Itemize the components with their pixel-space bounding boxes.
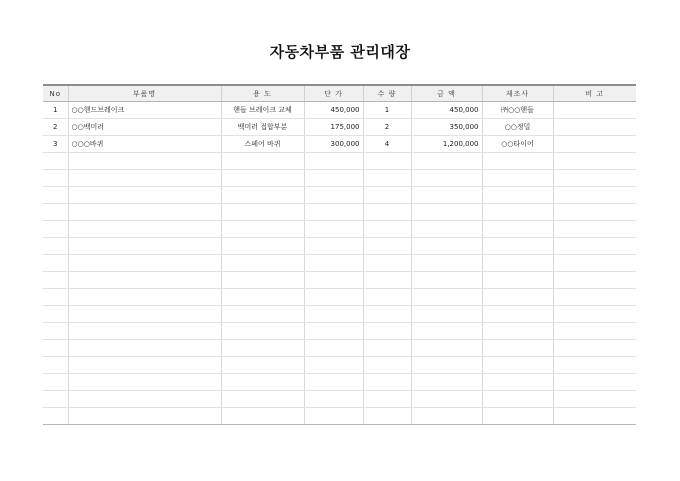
cell-amount [411, 238, 482, 255]
header-amount: 금 액 [411, 85, 482, 102]
cell-part-name: ○○백미러 [68, 119, 221, 136]
cell-unit-price [304, 221, 363, 238]
cell-amount [411, 323, 482, 340]
cell-usage [221, 289, 304, 306]
cell-quantity [363, 170, 411, 187]
cell-part-name [68, 221, 221, 238]
cell-amount [411, 408, 482, 425]
cell-part-name [68, 374, 221, 391]
cell-part-name [68, 306, 221, 323]
cell-part-name [68, 187, 221, 204]
table-row [43, 187, 636, 204]
cell-no [43, 408, 68, 425]
cell-part-name: ○○○바퀴 [68, 136, 221, 153]
cell-amount: 1,200,000 [411, 136, 482, 153]
cell-part-name [68, 357, 221, 374]
cell-amount: 350,000 [411, 119, 482, 136]
cell-usage [221, 272, 304, 289]
cell-manufacturer [482, 204, 553, 221]
cell-amount [411, 255, 482, 272]
cell-quantity: 4 [363, 136, 411, 153]
cell-amount [411, 289, 482, 306]
cell-manufacturer [482, 170, 553, 187]
cell-remarks [553, 323, 636, 340]
cell-part-name [68, 272, 221, 289]
cell-usage: 스페어 바퀴 [221, 136, 304, 153]
cell-no [43, 238, 68, 255]
table-row [43, 238, 636, 255]
cell-part-name [68, 408, 221, 425]
cell-no [43, 153, 68, 170]
cell-unit-price [304, 170, 363, 187]
table-row [43, 289, 636, 306]
cell-no: 2 [43, 119, 68, 136]
cell-quantity [363, 340, 411, 357]
cell-manufacturer [482, 187, 553, 204]
cell-quantity [363, 272, 411, 289]
cell-no [43, 306, 68, 323]
cell-remarks [553, 221, 636, 238]
cell-manufacturer [482, 357, 553, 374]
table-row [43, 357, 636, 374]
table-row [43, 136, 636, 153]
cell-no [43, 357, 68, 374]
cell-manufacturer [482, 272, 553, 289]
cell-usage [221, 187, 304, 204]
header-no: No [43, 85, 68, 102]
cell-remarks [553, 136, 636, 153]
cell-remarks [553, 102, 636, 119]
cell-usage [221, 153, 304, 170]
cell-no [43, 204, 68, 221]
cell-part-name [68, 204, 221, 221]
cell-remarks [553, 357, 636, 374]
cell-no [43, 170, 68, 187]
cell-usage: 핸들 브레이크 교체 [221, 102, 304, 119]
cell-part-name [68, 289, 221, 306]
table-row [43, 340, 636, 357]
cell-quantity [363, 221, 411, 238]
cell-remarks [553, 153, 636, 170]
cell-no [43, 391, 68, 408]
cell-no [43, 289, 68, 306]
cell-manufacturer: ㈜○○핸들 [482, 102, 553, 119]
cell-unit-price [304, 340, 363, 357]
cell-part-name [68, 238, 221, 255]
cell-manufacturer [482, 153, 553, 170]
table-header-row [43, 85, 636, 102]
cell-unit-price: 175,000 [304, 119, 363, 136]
cell-quantity: 1 [363, 102, 411, 119]
table-row [43, 272, 636, 289]
cell-remarks [553, 204, 636, 221]
cell-usage [221, 255, 304, 272]
cell-manufacturer [482, 408, 553, 425]
cell-amount [411, 340, 482, 357]
table-row [43, 153, 636, 170]
cell-amount [411, 357, 482, 374]
cell-remarks [553, 408, 636, 425]
cell-no [43, 374, 68, 391]
cell-part-name [68, 153, 221, 170]
cell-manufacturer [482, 323, 553, 340]
cell-amount [411, 374, 482, 391]
cell-remarks [553, 306, 636, 323]
cell-quantity [363, 357, 411, 374]
header-quantity: 수 량 [363, 85, 411, 102]
table-row [43, 408, 636, 425]
cell-unit-price [304, 187, 363, 204]
cell-usage [221, 391, 304, 408]
cell-unit-price [304, 306, 363, 323]
cell-part-name [68, 255, 221, 272]
cell-no [43, 221, 68, 238]
cell-manufacturer [482, 374, 553, 391]
cell-unit-price [304, 255, 363, 272]
cell-amount [411, 221, 482, 238]
cell-remarks [553, 340, 636, 357]
header-part-name: 부품명 [68, 85, 221, 102]
cell-usage [221, 340, 304, 357]
cell-quantity [363, 391, 411, 408]
cell-usage [221, 306, 304, 323]
header-remarks: 비 고 [553, 85, 636, 102]
cell-usage [221, 374, 304, 391]
cell-amount [411, 391, 482, 408]
cell-unit-price [304, 357, 363, 374]
header-manufacturer: 제조사 [482, 85, 553, 102]
cell-usage [221, 357, 304, 374]
header-usage: 용 도 [221, 85, 304, 102]
table-body [43, 102, 636, 425]
cell-manufacturer [482, 221, 553, 238]
table-row [43, 374, 636, 391]
cell-part-name [68, 323, 221, 340]
table-row [43, 306, 636, 323]
cell-unit-price [304, 374, 363, 391]
parts-ledger-table [43, 84, 636, 425]
cell-unit-price [304, 238, 363, 255]
cell-remarks [553, 238, 636, 255]
cell-quantity [363, 374, 411, 391]
cell-no [43, 340, 68, 357]
cell-unit-price: 300,000 [304, 136, 363, 153]
table-row [43, 204, 636, 221]
table-row [43, 255, 636, 272]
cell-part-name: ○○핸드브레이크 [68, 102, 221, 119]
cell-manufacturer [482, 306, 553, 323]
cell-remarks [553, 391, 636, 408]
cell-manufacturer: ○○타이어 [482, 136, 553, 153]
table-row [43, 221, 636, 238]
header-unit-price: 단 가 [304, 85, 363, 102]
cell-no: 1 [43, 102, 68, 119]
cell-remarks [553, 187, 636, 204]
cell-unit-price [304, 323, 363, 340]
cell-amount [411, 187, 482, 204]
cell-quantity [363, 289, 411, 306]
cell-no: 3 [43, 136, 68, 153]
cell-quantity [363, 153, 411, 170]
table-row [43, 119, 636, 136]
cell-part-name [68, 340, 221, 357]
cell-remarks [553, 272, 636, 289]
table-row [43, 391, 636, 408]
cell-usage [221, 221, 304, 238]
cell-no [43, 187, 68, 204]
cell-quantity: 2 [363, 119, 411, 136]
cell-part-name [68, 391, 221, 408]
cell-quantity [363, 408, 411, 425]
cell-remarks [553, 170, 636, 187]
cell-usage [221, 408, 304, 425]
cell-manufacturer [482, 238, 553, 255]
cell-quantity [363, 204, 411, 221]
cell-usage [221, 323, 304, 340]
cell-remarks [553, 289, 636, 306]
cell-manufacturer [482, 340, 553, 357]
cell-quantity [363, 255, 411, 272]
cell-quantity [363, 238, 411, 255]
cell-amount: 450,000 [411, 102, 482, 119]
cell-quantity [363, 187, 411, 204]
cell-no [43, 255, 68, 272]
cell-manufacturer [482, 391, 553, 408]
cell-part-name [68, 170, 221, 187]
cell-manufacturer [482, 255, 553, 272]
table-row [43, 323, 636, 340]
document-title: 자동차부품 관리대장 [269, 43, 411, 61]
cell-usage [221, 170, 304, 187]
cell-unit-price [304, 204, 363, 221]
table-row [43, 170, 636, 187]
cell-quantity [363, 306, 411, 323]
cell-no [43, 323, 68, 340]
cell-remarks [553, 119, 636, 136]
cell-remarks [553, 374, 636, 391]
cell-unit-price [304, 391, 363, 408]
cell-usage [221, 204, 304, 221]
cell-amount [411, 204, 482, 221]
cell-unit-price [304, 289, 363, 306]
table-row [43, 102, 636, 119]
cell-amount [411, 306, 482, 323]
cell-unit-price [304, 272, 363, 289]
cell-no [43, 272, 68, 289]
cell-amount [411, 272, 482, 289]
cell-amount [411, 153, 482, 170]
cell-amount [411, 170, 482, 187]
cell-manufacturer [482, 289, 553, 306]
cell-unit-price: 450,000 [304, 102, 363, 119]
cell-manufacturer: ○○정밀 [482, 119, 553, 136]
cell-unit-price [304, 153, 363, 170]
cell-quantity [363, 323, 411, 340]
cell-usage [221, 238, 304, 255]
cell-unit-price [304, 408, 363, 425]
cell-remarks [553, 255, 636, 272]
cell-usage: 백미러 접합부분 [221, 119, 304, 136]
